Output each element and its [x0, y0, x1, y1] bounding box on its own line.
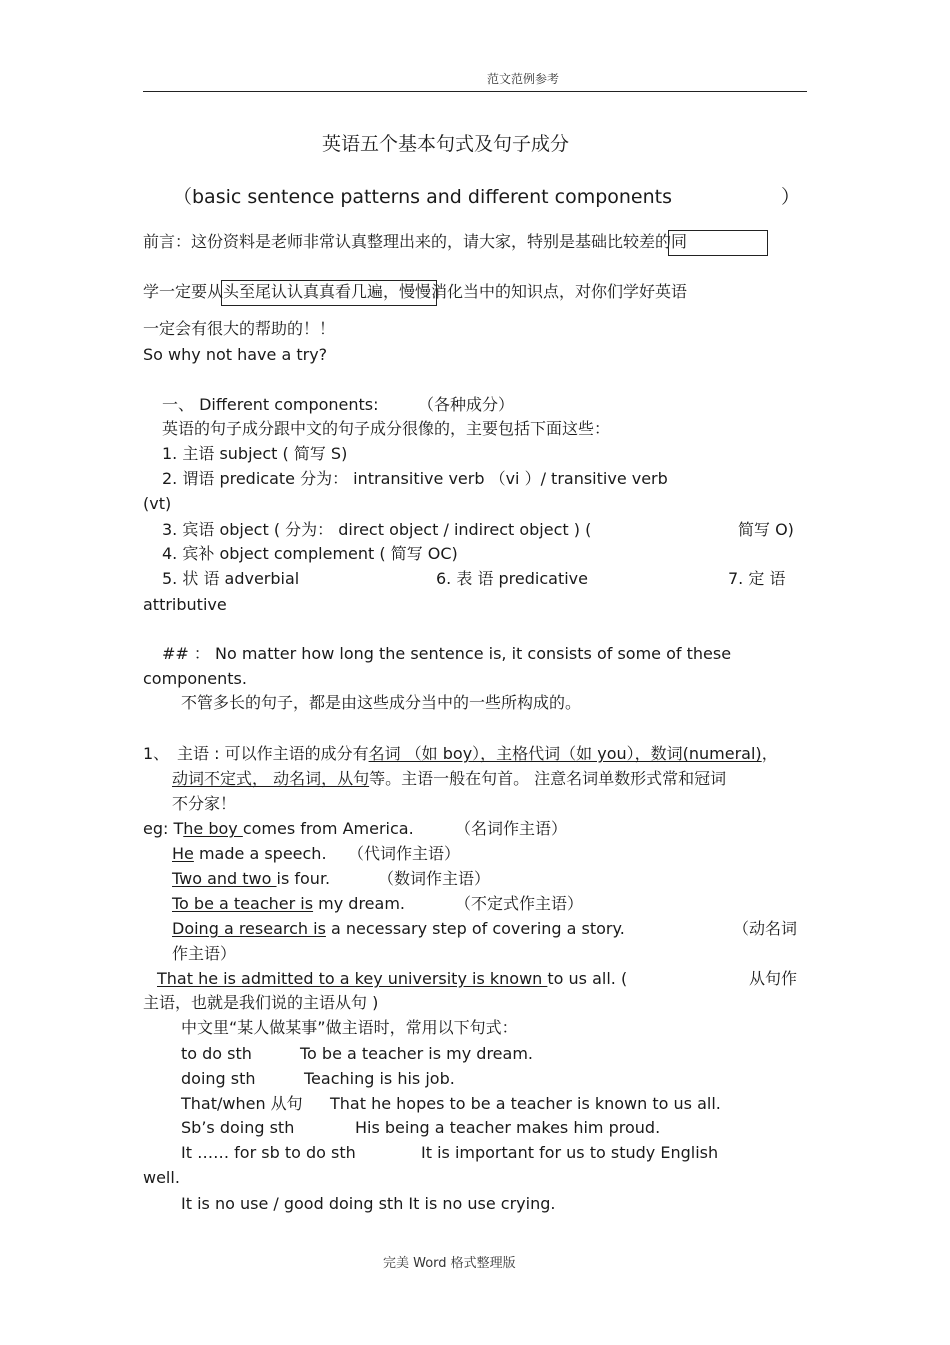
example-5-cn: （动名词: [733, 919, 798, 938]
pattern-2-form: doing sth: [181, 1069, 256, 1088]
example-6: That he is admitted to a key university is known to us all. (: [157, 969, 628, 988]
component-item-4: 4. 宾补 object complement ( 简写 OC): [162, 544, 458, 563]
intro-line-2: 学一定要从头至尾认认真真看几遍，慢慢消化当中的知识点，对你们学好英语: [143, 282, 688, 301]
intro-line-4: So why not have a try?: [143, 345, 328, 364]
document-title: 英语五个基本句式及句子成分: [322, 133, 570, 155]
header-rule: [143, 91, 807, 92]
example-3-cn: （数词作主语）: [378, 869, 491, 888]
section-heading-cn: （各种成分）: [418, 395, 515, 414]
section-desc: 英语的句子成分跟中文的句子成分很像的，主要包括下面这些：: [162, 419, 611, 438]
subject-line-2: 动词不定式， 动名词，从句等。主语一般在句首。 注意名词单数形式常和冠词: [172, 769, 727, 788]
subject-number: 1、: [143, 744, 170, 763]
example-6-cn-cont: 主语，也就是我们说的主语从句 ): [143, 993, 379, 1012]
example-6-cn: 从句作: [749, 969, 798, 988]
component-item-6: 6. 表 语 predicative: [436, 569, 588, 588]
example-3: Two and two is four.: [172, 869, 331, 888]
intro-line-1: 前言：这份资料是老师非常认真整理出来的，请大家，特别是基础比较差的同: [143, 232, 688, 251]
document-subtitle: （basic sentence patterns and different components: [173, 186, 673, 208]
example-2-cn: （代词作主语）: [348, 844, 461, 863]
pattern-1-form: to do sth: [181, 1044, 252, 1063]
pattern-intro: 中文里“某人做某事”做主语时，常用以下句式：: [181, 1018, 518, 1037]
component-item-2-cont: (vt): [143, 494, 172, 513]
pattern-3-form: That/when 从句: [181, 1094, 303, 1113]
subject-line-1: 主语 : 可以作主语的成分有名词 （如 boy），主格代词（如 you），数词(numeral)，: [177, 744, 778, 763]
note-en-line-2: components.: [143, 669, 247, 688]
component-item-7-cont: attributive: [143, 595, 227, 614]
example-5: Doing a research is a necessary step of covering a story.: [172, 919, 625, 938]
component-item-1: 1. 主语 subject ( 简写 S): [162, 444, 348, 463]
pattern-3-example: That he hopes to be a teacher is known to us all.: [330, 1094, 721, 1113]
subtitle-close-paren: ）: [781, 186, 801, 208]
section-heading: 一、 Different components:: [162, 395, 379, 414]
example-1: eg: The boy comes from America.: [143, 819, 414, 838]
component-item-7: 7. 定 语: [728, 569, 786, 588]
page-footer: 完美 Word 格式整理版: [383, 1256, 516, 1271]
intro-line-3: 一定会有很大的帮助的！！: [143, 319, 336, 338]
pattern-5-example-cont: well.: [143, 1168, 180, 1187]
page-header: 范文范例参考: [487, 72, 560, 86]
example-5-cn-cont: 作主语）: [172, 944, 237, 963]
pattern-5-example: It is important for us to study English: [421, 1143, 719, 1162]
example-1-cn: （名词作主语）: [455, 819, 568, 838]
note-en-line-1: ## ： No matter how long the sentence is, it consists of some of these: [162, 644, 732, 663]
component-item-3: 3. 宾语 object ( 分为： direct object / indirect object ) (: [162, 520, 592, 539]
pattern-4-form: Sb’s doing sth: [181, 1118, 295, 1137]
example-2: He made a speech.: [172, 844, 327, 863]
highlight-box-2: [221, 280, 437, 306]
subject-line-3: 不分家！: [172, 794, 237, 813]
note-cn: 不管多长的句子，都是由这些成分当中的一些所构成的。: [181, 693, 582, 712]
pattern-1-example: To be a teacher is my dream.: [300, 1044, 533, 1063]
component-item-3-abbr: 简写 O): [738, 520, 794, 539]
pattern-4-example: His being a teacher makes him proud.: [355, 1118, 661, 1137]
highlight-box-1: [668, 230, 768, 256]
pattern-6: It is no use / good doing sth It is no use crying.: [181, 1194, 556, 1213]
example-4: To be a teacher is my dream.: [172, 894, 405, 913]
pattern-5-form: It …… for sb to do sth: [181, 1143, 356, 1162]
component-item-5: 5. 状 语 adverbial: [162, 569, 300, 588]
component-item-2: 2. 谓语 predicate 分为： intransitive verb （vi ）/ transitive verb: [162, 469, 668, 488]
pattern-2-example: Teaching is his job.: [304, 1069, 455, 1088]
example-4-cn: （不定式作主语）: [455, 894, 584, 913]
